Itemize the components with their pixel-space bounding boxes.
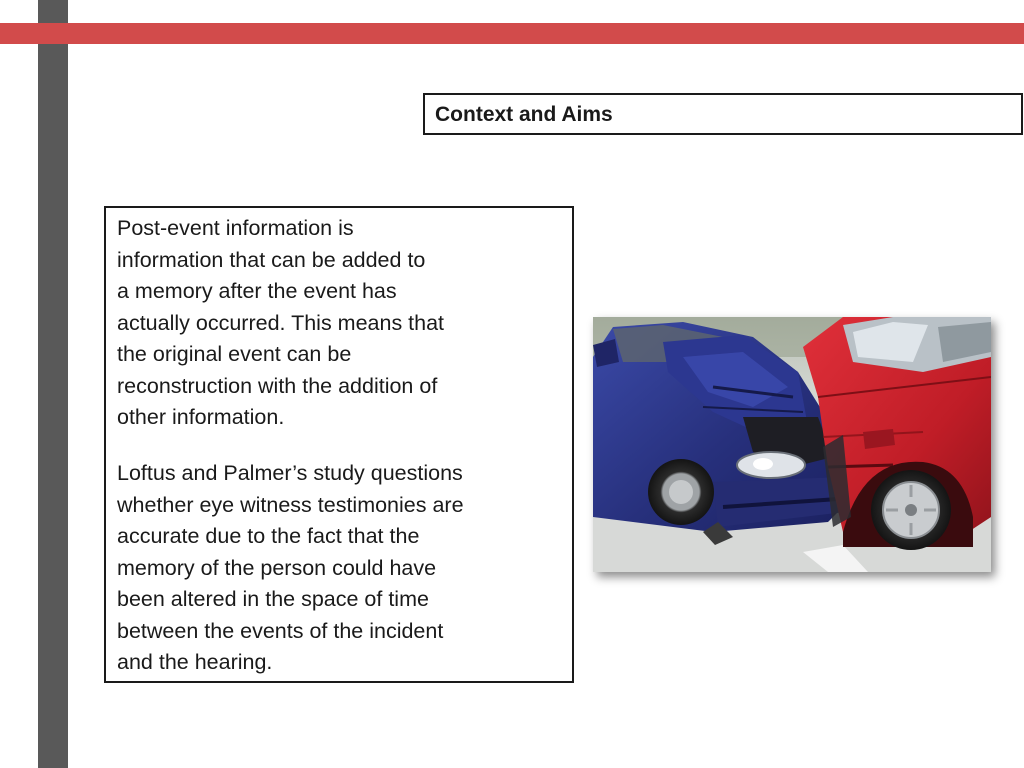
text-box xyxy=(104,206,574,683)
car-crash-photo xyxy=(593,317,991,572)
text-line: and the hearing. xyxy=(117,650,273,674)
text-line: the original event can be xyxy=(117,342,352,366)
slide-title: Context and Aims xyxy=(435,103,613,126)
text-line: information that can be added to xyxy=(117,247,426,272)
text-line: actually occurred. This means that xyxy=(117,310,445,335)
text-line: whether eye witness testimonies are xyxy=(117,492,464,517)
side-bar xyxy=(38,0,68,768)
text-line: memory of the person could have xyxy=(117,555,437,580)
text-line: been altered in the space of time xyxy=(117,587,429,611)
title-box xyxy=(423,93,1023,135)
text-line: Loftus and Palmer’s study questions xyxy=(117,461,463,485)
text-line: other information. xyxy=(117,405,285,429)
text-line: a memory after the event has xyxy=(117,279,397,303)
text-line: between the events of the incident xyxy=(117,618,444,643)
text-line: accurate due to the fact that the xyxy=(117,524,420,548)
accent-stripe xyxy=(0,23,1024,44)
paragraph-loftus-palmer xyxy=(117,458,464,679)
car-crash-illustration xyxy=(593,317,991,572)
text-line: Post-event information is xyxy=(117,216,354,240)
text-line: reconstruction with the addition of xyxy=(117,373,438,398)
paragraph-post-event xyxy=(117,213,444,434)
